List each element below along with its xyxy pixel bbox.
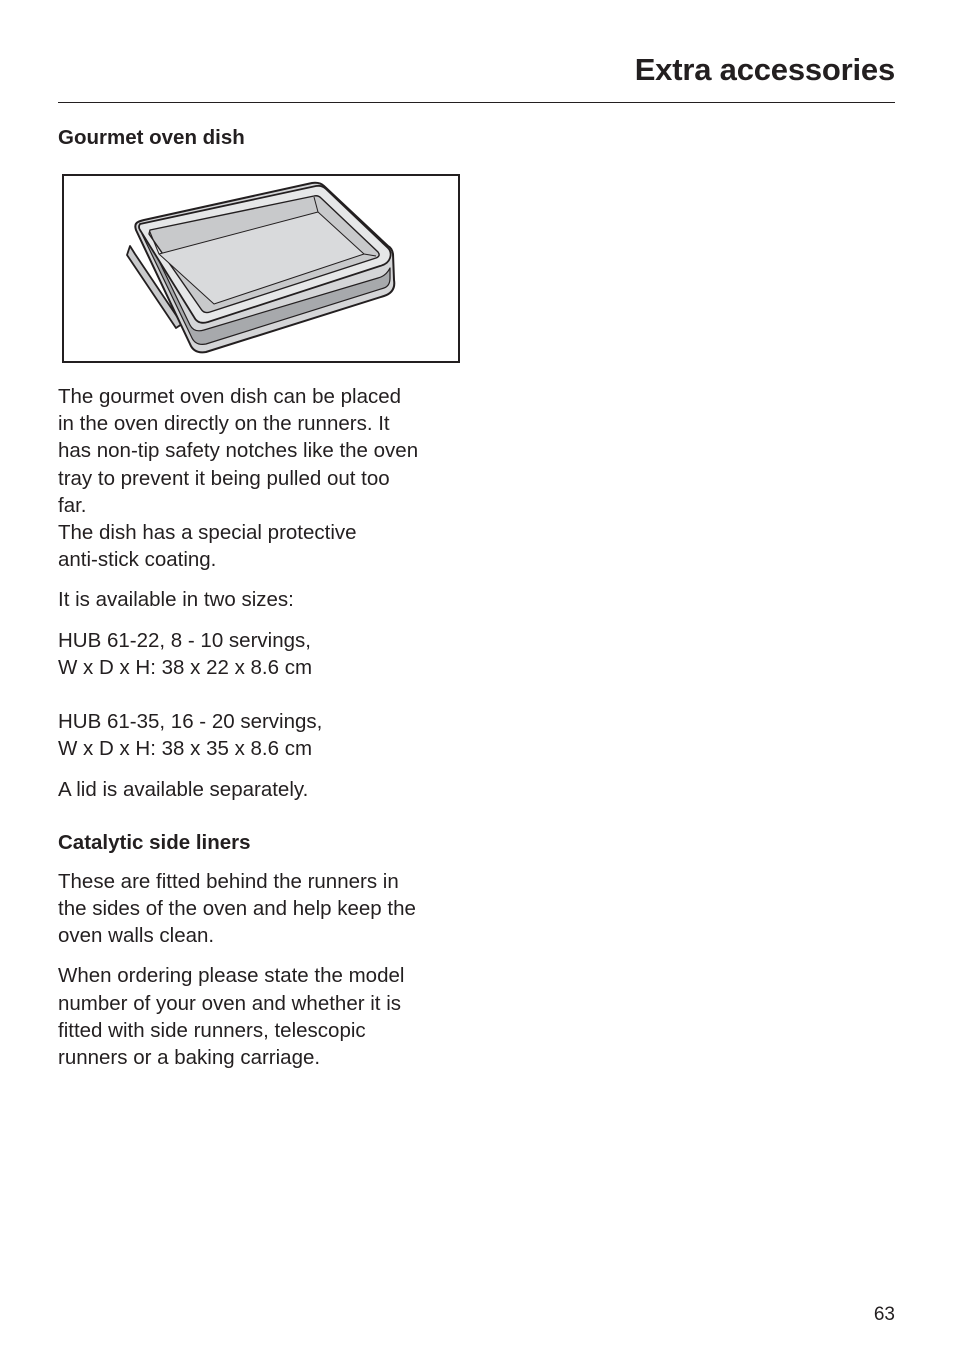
ordering-info-paragraph: When ordering please state the model number of your oven and whether it is fitted with side runners, telescopic runners or a baking carriage. <box>58 964 405 1070</box>
main-content <box>58 122 468 1071</box>
catalytic-liners-paragraph: These are fitted behind the runners in the sides of the oven and help keep the oven walls clean. <box>58 869 416 948</box>
body-paragraph-description: The gourmet oven dish can be placed in the oven directly on the runners. It has non-tip safety notches like the oven tray to prevent it being pulled out too far. The dish has a special protective anti-stick coating. <box>58 385 419 572</box>
page-number: 63 <box>873 1304 895 1325</box>
gourmet-oven-dish-illustration <box>64 176 458 361</box>
sizes-intro: It is available in two sizes: <box>58 588 294 612</box>
gourmet-oven-dish-figure <box>62 174 460 363</box>
lid-note: A lid is available separately. <box>58 777 309 801</box>
section-heading-gourmet-oven-dish: Gourmet oven dish <box>58 126 245 149</box>
page-header <box>58 50 895 103</box>
size-option-hub-61-35: HUB 61-35, 16 - 20 servings, W x D x H: 38 x 35 x 8.6 cm <box>58 710 323 761</box>
page-title: Extra accessories <box>634 52 895 87</box>
section-heading-catalytic-side-liners: Catalytic side liners <box>58 830 251 854</box>
spacer <box>58 681 468 708</box>
size-option-hub-61-22: HUB 61-22, 8 - 10 servings, W x D x H: 38 x 22 x 8.6 cm <box>58 628 313 679</box>
